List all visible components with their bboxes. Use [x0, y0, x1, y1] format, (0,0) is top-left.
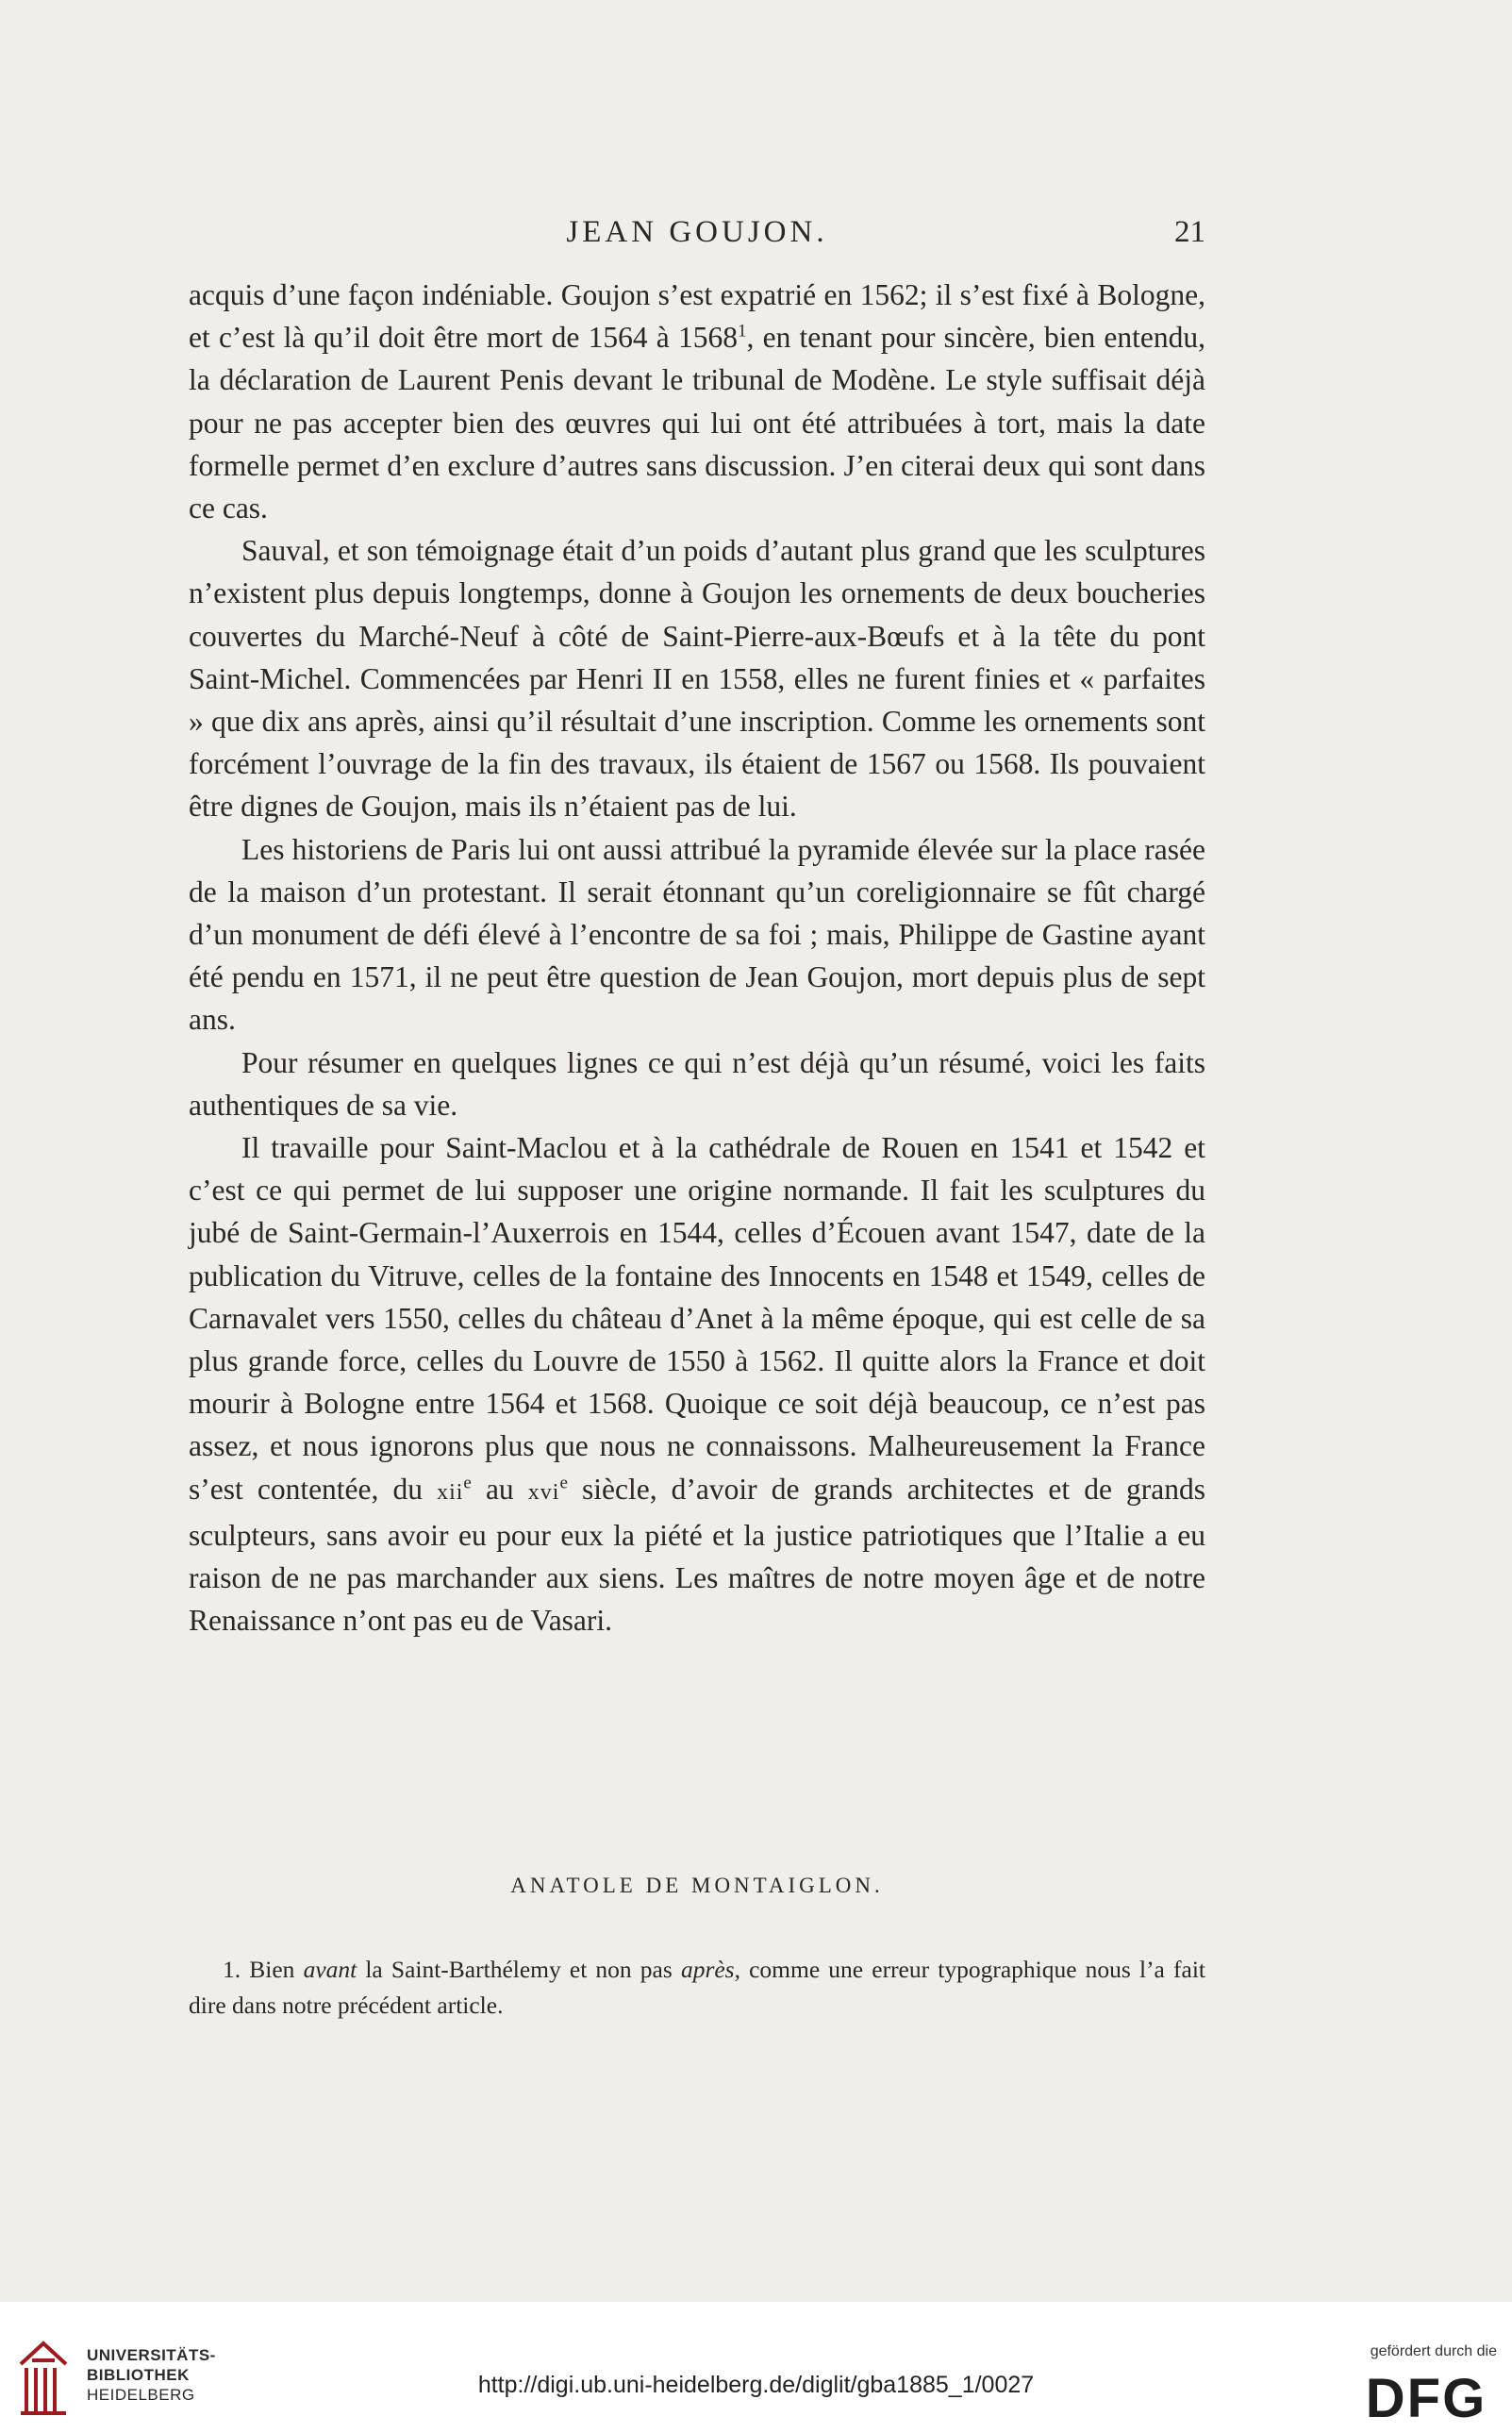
paragraph-1-part-b: , en tenant pour sincère, bien entendu, la déclaration de Laurent Penis devant le tribunal de Modène. Le style suffisait déjà pour ne pas accepter bien des œuvres qui lui ont été attribuées à tort, mais la date formelle permet d’en exclure d’autres sans discussion. J’en citerai deux qui sont dans ce cas.: [189, 321, 1205, 525]
library-name-line-3: HEIDELBERG: [87, 2386, 195, 2404]
footnote-italic-2: après: [680, 1956, 735, 1983]
article-body: [189, 274, 1205, 1642]
century-suffix-12: e: [463, 1473, 472, 1493]
century-suffix-16: e: [559, 1473, 568, 1493]
footnote-text-3: , comme une erreur typographique nous l’a fait dire dans notre précédent article.: [189, 1956, 1205, 2019]
library-name-line-2: BIBLIOTHEK: [87, 2366, 190, 2384]
footnote-text-1: Bien: [241, 1956, 304, 1983]
paragraph-1-part-a: acquis d’une façon indéniable. Goujon s’est expatrié en 1562; il s’est fixé à Bologne, et c’est là qu’il doit être mort de 1564 à 1568: [189, 278, 1205, 355]
funder-label: gefördert durch die: [1370, 2343, 1497, 2359]
paragraph-2: Sauval, et son témoignage était d’un poids d’autant plus grand que les sculptures n’existent plus depuis longtemps, donne à Goujon les ornements de deux boucheries couvertes du Marché-Neuf à côté de Saint-Pierre-aux-Bœufs et à la tête du pont Saint-Michel. Commencées par Henri II en 1558, elles ne furent finies et « parfaites » que dix ans après, ainsi qu’il résultait d’une inscription. Comme les ornements sont forcément l’ouvrage de la fin des travaux, ils étaient de 1567 ou 1568. Ils pouvaient être dignes de Goujon, mais ils n’étaient pas de lui.: [189, 534, 1205, 824]
footnote-italic-1: avant: [303, 1956, 357, 1983]
library-name-line-1: UNIVERSITÄTS-: [87, 2346, 216, 2364]
paragraph-5-part-a: Il travaille pour Saint-Maclou et à la cathédrale de Rouen en 1541 et 1542 et c’est ce qui permet de lui supposer une origine normande. Il fait les sculptures du jubé de Saint-Germain-l’Auxerrois en 1544, celles d’Écouen avant 1547, date de la publication du Vitruve, celles de la fontaine des Innocents en 1548 et 1549, celles de Carnavalet vers 1550, celles du château d’Anet à la même époque, qui est celle de sa plus grande force, celles du Louvre de 1550 à 1562. Il quitte alors la France et doit mourir à Bologne entre 1564 et 1568. Quoique ce soit déjà beaucoup, ce n’est pas assez, et nous ignorons plus que nous ne connaissons. Malheureusement la France s’est contentée, du: [189, 1131, 1205, 1506]
dfg-logo-icon: [1355, 2370, 1497, 2423]
page-number: 21: [1174, 215, 1205, 249]
paragraph-5: [189, 1126, 1205, 1641]
running-title: JEAN GOUJON.: [566, 215, 828, 249]
footnote-reference: 1: [738, 321, 747, 342]
dfg-logo-text: DFG: [1365, 2370, 1487, 2423]
paragraph-5-part-b: siècle, d’avoir de grands architectes et de grands sculpteurs, sans avoir eu pour eux la piété et la justice patriotiques que l’Italie a eu raison de ne pas marchander aux siens. Les maîtres de notre moyen âge et de notre Renaissance n’ont pas eu de Vasari.: [189, 1472, 1205, 1638]
digitization-footer: [0, 2302, 1512, 2433]
century-numeral-16: xvi: [527, 1479, 560, 1505]
footnote-number: 1.: [223, 1956, 241, 1983]
permalink-url[interactable]: http://digi.ub.uni-heidelberg.de/diglit/gba1885_1/0027: [477, 2372, 1035, 2398]
paragraph-1: [189, 274, 1205, 529]
footnote: [189, 1952, 1205, 2024]
paragraph-5-connector: au: [471, 1472, 528, 1506]
footnote-text-2: la Saint-Barthélemy et non pas: [357, 1956, 681, 1983]
author-signature: ANATOLE DE MONTAIGLON.: [510, 1874, 884, 1897]
century-numeral-12: xii: [437, 1479, 464, 1505]
paragraph-3: Les historiens de Paris lui ont aussi attribué la pyramide élevée sur la place rasée de la maison d’un protestant. Il serait étonnant qu’un coreligionnaire se fût chargé d’un monument de défi élevé à l’encontre de sa foi ; mais, Philippe de Gastine ayant été pendu en 1571, il ne peut être question de Jean Goujon, mort depuis plus de sept ans.: [189, 832, 1205, 1037]
paragraph-4: Pour résumer en quelques lignes ce qui n’est déjà qu’un résumé, voici les faits authentiques de sa vie.: [189, 1045, 1205, 1122]
page-header: [189, 215, 1205, 257]
